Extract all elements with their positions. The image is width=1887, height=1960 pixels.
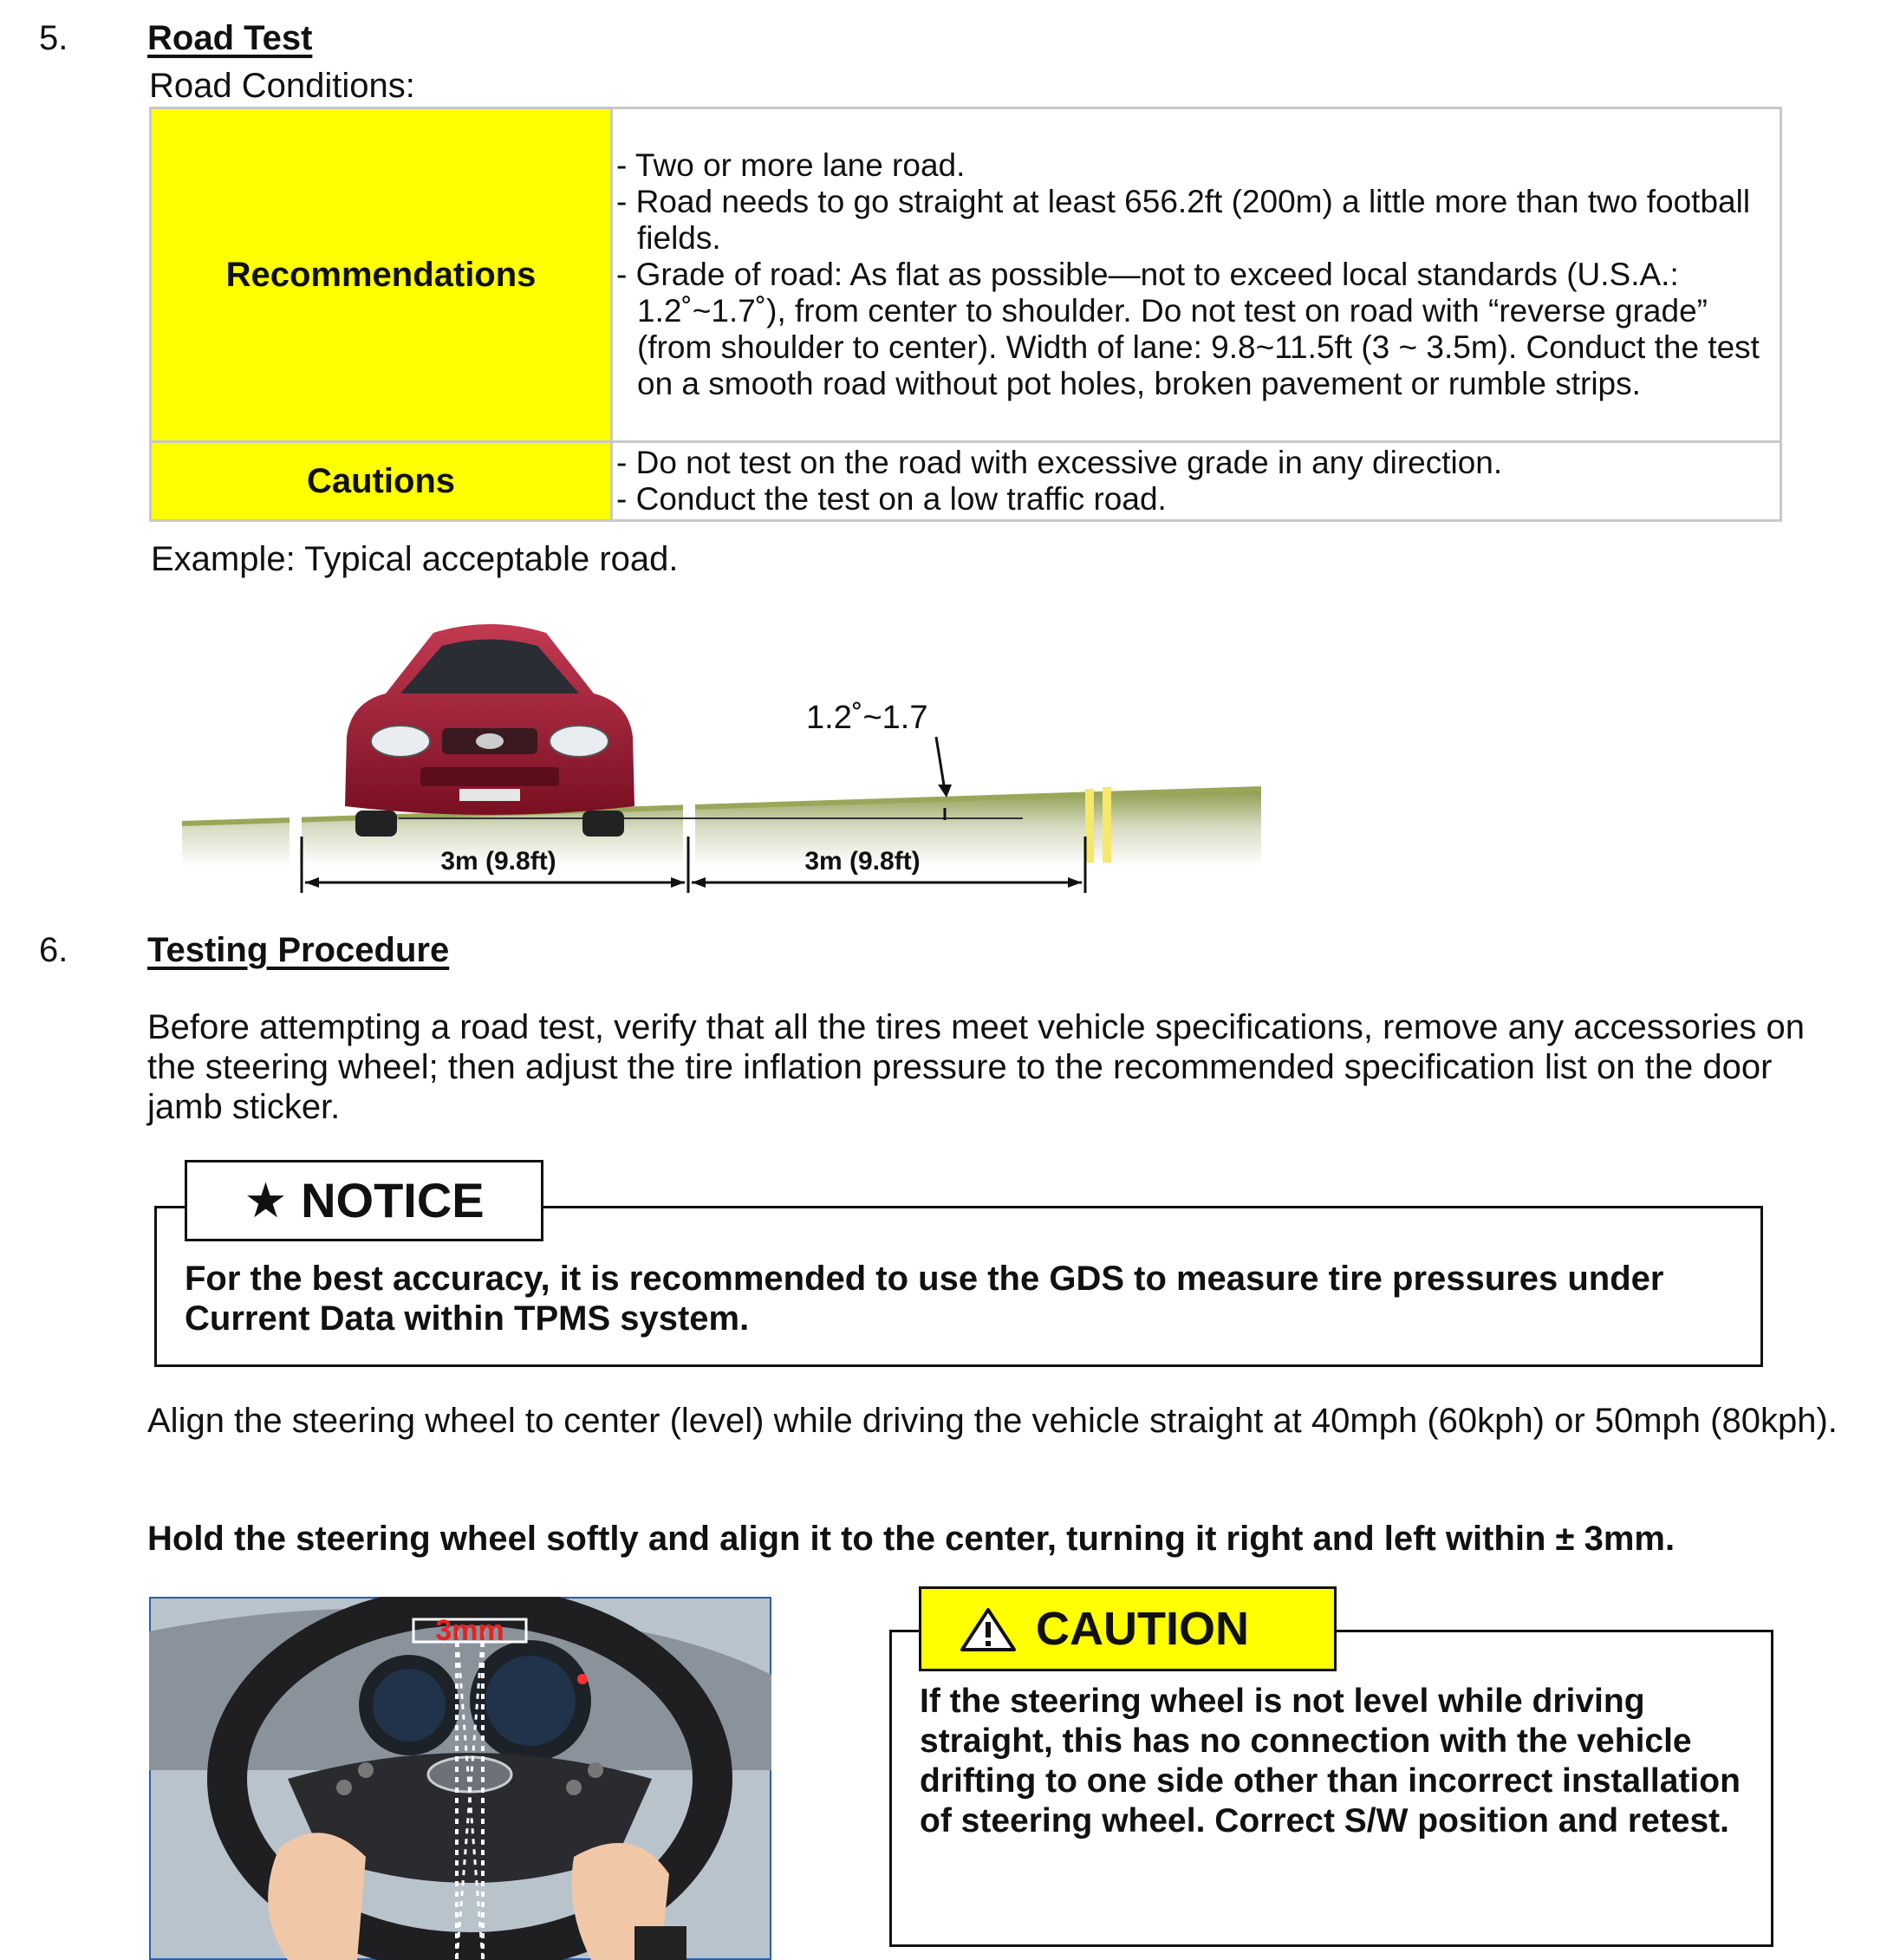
recommendations-content xyxy=(612,108,1781,442)
section-5-heading: Road Test xyxy=(147,19,313,57)
road-conditions-table xyxy=(149,107,1782,522)
notice-title: ★ NOTICE xyxy=(185,1160,543,1241)
dimension-arrowhead xyxy=(305,877,319,888)
recommendation-item: - Road needs to go straight at least 656.2ft (200m) a little more than two football fields. xyxy=(616,184,1751,256)
lane-width-left-label: 3m (9.8ft) xyxy=(440,847,556,876)
example-caption: Example: Typical acceptable road. xyxy=(151,540,679,578)
road-conditions-subheading: Road Conditions: xyxy=(149,67,415,105)
align-paragraph: Align the steering wheel to center (level) while driving the vehicle straight at 40mph (60kph) or 50mph (80kph). xyxy=(147,1402,1838,1440)
section-5-number: 5. xyxy=(39,19,68,57)
caution-title-box xyxy=(919,1586,1337,1671)
dimension-arrowhead xyxy=(692,877,706,888)
dimension-arrowhead xyxy=(671,877,685,888)
tolerance-label: 3mm xyxy=(435,1614,504,1647)
cautions-label: Cautions xyxy=(151,442,612,521)
caution-item: - Do not test on the road with excessive grade in any direction. xyxy=(616,445,1503,480)
road-diagram xyxy=(173,607,1283,910)
hold-instruction: Hold the steering wheel softly and align it to the center, turning it right and left within ± 3mm. xyxy=(147,1520,1676,1558)
grade-pointer xyxy=(936,737,945,791)
car-front-illustration xyxy=(345,624,634,837)
section-6-number: 6. xyxy=(39,931,68,969)
cautions-row xyxy=(151,442,1781,521)
grade-label: 1.2˚~1.7 xyxy=(806,700,928,736)
warning-triangle-icon xyxy=(960,1606,1017,1653)
steering-wheel-emblem xyxy=(428,1757,511,1792)
left-hand xyxy=(268,1833,366,1960)
lane-gap-left xyxy=(290,815,302,876)
cautions-content xyxy=(612,442,1781,521)
lane-width-right-label: 3m (9.8ft) xyxy=(804,847,921,876)
recommendations-label: Recommendations xyxy=(151,108,612,442)
steering-wheel-photo xyxy=(149,1597,771,1960)
road-surface xyxy=(182,789,1261,867)
shoulder-stripe xyxy=(1103,787,1111,863)
caution-item: - Conduct the test on a low traffic road. xyxy=(616,481,1167,517)
recommendation-item: - Grade of road: As flat as possible—not to exceed local standards (U.S.A.: 1.2˚~1.7˚), from center to shoulder. Do not test on road with “reverse grade” (from shoulder to center). Width of lane: 9.8~11.5ft (3 ~ 3.5m). Conduct the test on a smooth road without pot holes, broken pavement or rumble strips. xyxy=(616,257,1760,401)
section-6-heading: Testing Procedure xyxy=(147,931,450,969)
recommendation-item: - Two or more lane road. xyxy=(616,147,966,183)
wristwatch xyxy=(634,1926,686,1960)
recommendations-row xyxy=(151,108,1781,442)
dimension-arrowhead xyxy=(1068,877,1082,888)
caution-text: If the steering wheel is not level while driving straight, this has no connection with the vehicle drifting to one side other than incorrect installation of steering wheel. Correct S/W position and retest. xyxy=(920,1683,1741,1840)
grade-pointer-arrowhead xyxy=(938,785,952,798)
caution-title: CAUTION xyxy=(1036,1603,1249,1655)
notice-text: For the best accuracy, it is recommended to use the GDS to measure tire pressures under Current Data within TPMS system. xyxy=(185,1260,1664,1338)
testing-intro-paragraph: Before attempting a road test, verify that all the tires meet vehicle specifications, remove any accessories on the steering wheel; then adjust the tire inflation pressure to the recommended specification list on the door jamb sticker. xyxy=(147,1008,1806,1126)
